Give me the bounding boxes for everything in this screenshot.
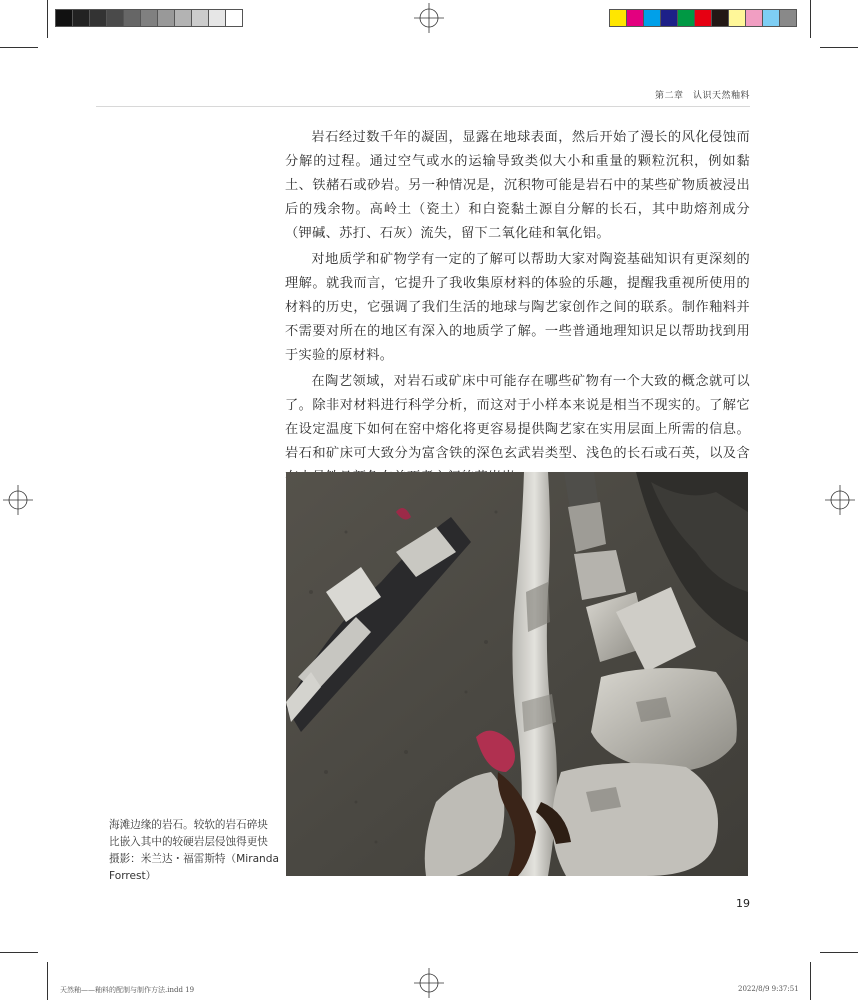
beach-rock-photo (286, 472, 748, 876)
color-swatch (660, 9, 678, 27)
slug-timestamp: 2022/8/9 9:37:51 (738, 985, 799, 993)
color-swatch (626, 9, 644, 27)
caption-line: 海滩边缘的岩石。较软的岩石碎块 (109, 819, 268, 831)
slug-filename: 天然釉——釉料的配制与制作方法.indd 19 (60, 986, 195, 994)
caption-line: Forrest） (109, 870, 157, 882)
color-swatch (694, 9, 712, 27)
figure-caption (109, 817, 277, 885)
color-swatch (711, 9, 729, 27)
color-swatch (745, 9, 763, 27)
running-header: 第二章 认识天然釉料 (654, 91, 750, 101)
registration-mark-top (414, 3, 444, 33)
color-swatch (643, 9, 661, 27)
color-swatch (677, 9, 695, 27)
registration-mark-bottom (414, 968, 444, 998)
paragraph: 在陶艺领域，对岩石或矿床中可能存在哪些矿物有一个大致的概念就可以了。除非对材料进行科学分析，而这对于小样本来说是相当不现实的。了解它在设定温度下如何在窑中熔化将更容易提供陶艺家在实用层面上所需的信息。岩石和矿床可大致分为富含铁的深色玄武岩类型、浅色的长石或石英，以及含 (285, 374, 750, 461)
body-text (285, 126, 750, 492)
color-swatch (728, 9, 746, 27)
caption-line: 比嵌入其中的较硬岩层侵蚀得更快 (109, 836, 268, 848)
registration-mark-left (3, 485, 33, 515)
color-bar (609, 9, 796, 27)
color-swatch (762, 9, 780, 27)
grayscale-bar (55, 9, 242, 27)
paragraph: 岩石经过数千年的凝固，显露在地球表面，然后开始了漫长的风化侵蚀而分解的过程。通过空气或水的运输导致类似大小和重量的颗粒沉积，例如黏土、铁赭石或砂岩。另一种情况是，沉积物可能是岩石中的某些矿物质被浸出后的残余物。高岭土（瓷土）和白瓷黏土源自分解的长石，其中助熔剂成分（钾碱、苏打、石灰）流失，留下二氧化硅和氧化铝。 (285, 130, 750, 241)
page-number: 19 (736, 897, 750, 910)
color-swatch (609, 9, 627, 27)
paragraph: 对地质学和矿物学有一定的了解可以帮助大家对陶瓷基础知识有更深刻的理解。就我而言，它提升了我收集原材料的体验的乐趣，提醒我重视所使用的材料的历史，它强调了我们生活的地球与陶艺家创作之间的联系。制作釉料并不需要对所在的地区有深入的地质学了解。一些普通地理知识足以帮助找到用于实验的原材料。 (285, 252, 750, 363)
header-rule (96, 106, 750, 107)
registration-mark-right (825, 485, 855, 515)
color-swatch (779, 9, 797, 27)
caption-line: 摄影：米兰达・福雷斯特（Miranda (109, 853, 279, 865)
